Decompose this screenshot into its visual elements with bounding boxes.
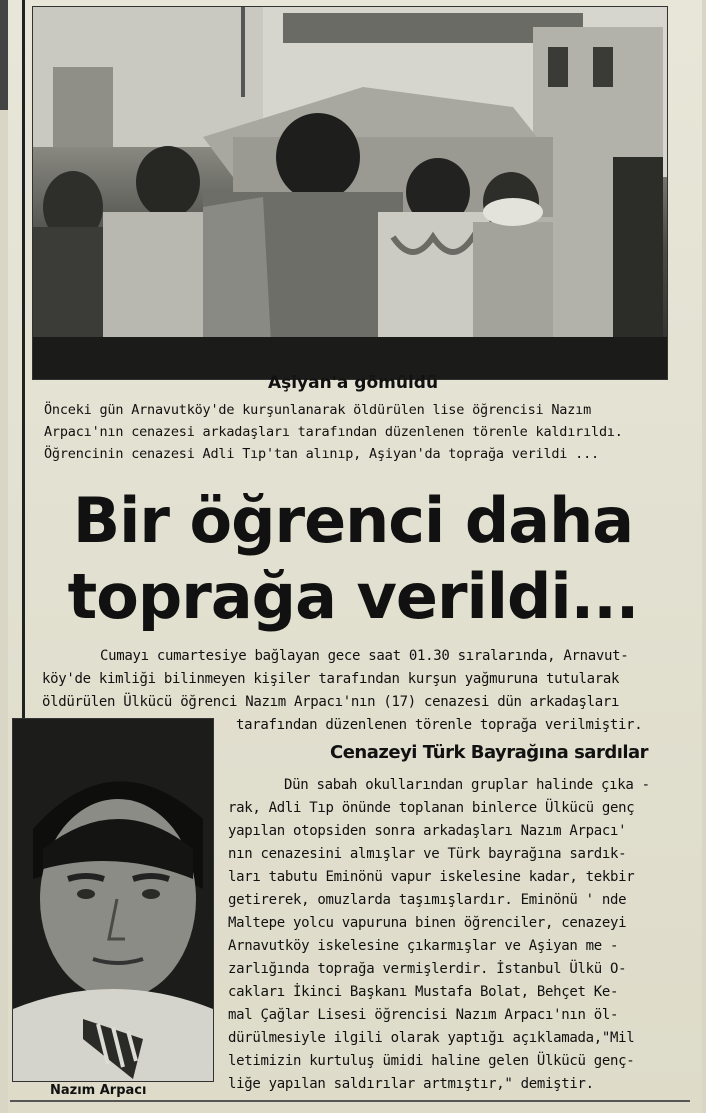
portrait-caption: Nazım Arpacı (50, 1083, 147, 1098)
lead-line: Cumayı cumartesiye bağlayan gece saat 01.30 sıralarında, Arnavut- (100, 648, 629, 664)
body-line: liğe yapılan saldırılar artmıştır," demiştir. (228, 1076, 594, 1092)
funeral-crowd-illustration (33, 7, 667, 379)
body-line: Dün sabah okullarından gruplar halinde çıka - (284, 777, 650, 793)
lead-line: öldürülen Ülkücü öğrenci Nazım Arpacı'nın (17) cenazesi dün arkadaşları (42, 694, 620, 710)
body-line: dürülmesiyle ilgili olarak yaptığı açıklamada,"Mil (228, 1030, 635, 1046)
body-line: nın cenazesini almışlar ve Türk bayrağına sardık- (228, 846, 627, 862)
lead-line: köy'de kimliği bilinmeyen kişiler tarafından kurşun yağmuruna tutularak (42, 671, 620, 687)
lead-line: tarafından düzenlenen törenle toprağa verilmiştir. (236, 717, 643, 733)
funeral-crowd-photo (32, 6, 668, 380)
body-line: Arnavutköy iskelesine çıkarmışlar ve Aşiyan me - (228, 938, 619, 954)
headline-line-2: toprağa verildi... (67, 560, 639, 633)
body-line: getirerek, omuzlarda taşımışlardır. Eminönü ' nde (228, 892, 627, 908)
body-line: letimizin kurtuluş ümidi haline gelen Ülkücü genç- (228, 1053, 635, 1069)
portrait-photo (12, 718, 214, 1082)
photo-caption-line: Önceki gün Arnavutköy'de kurşunlanarak öldürülen lise öğrencisi Nazım (44, 402, 592, 418)
photo-caption-line: Arpacı'nın cenazesi arkadaşları tarafından düzenlenen törenle kaldırıldı. (44, 424, 623, 440)
body-line: mal Çağlar Lisesi öğrencisi Nazım Arpacı'nın öl- (228, 1007, 619, 1023)
body-line: yapılan otopsiden sonra arkadaşları Nazım Arpacı' (228, 823, 627, 839)
body-line: cakları İkinci Başkanı Mustafa Bolat, Behçet Ke- (228, 984, 619, 1000)
photo-caption-title: Aşiyan'a gömüldü (267, 373, 439, 393)
body-line: Maltepe yolcu vapuruna binen öğrenciler, cenazeyi (228, 915, 627, 931)
body-line: zarlığında toprağa vermişlerdir. İstanbul Ülkü O- (228, 961, 627, 977)
headline-line-1: Bir öğrenci daha (72, 484, 634, 557)
subheading: Cenazeyi Türk Bayrağına sardılar (330, 742, 649, 763)
body-line: rak, Adli Tıp önünde toplanan binlerce Ülkücü genç (228, 800, 635, 816)
body-line: ları tabutu Eminönü vapur iskelesine kadar, tekbir (228, 869, 635, 885)
bottom-rule (10, 1100, 690, 1102)
page-edge (0, 0, 8, 110)
photo-caption-line: Öğrencinin cenazesi Adli Tıp'tan alınıp, Aşiyan'da toprağa verildi ... (44, 446, 599, 462)
portrait-illustration (13, 719, 213, 1081)
